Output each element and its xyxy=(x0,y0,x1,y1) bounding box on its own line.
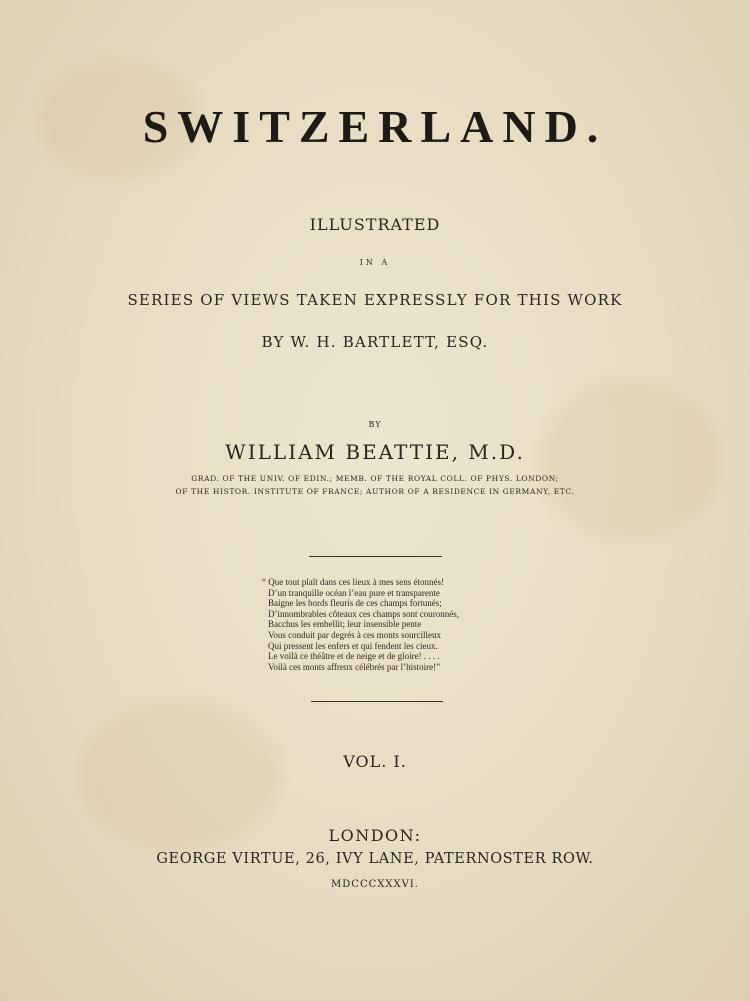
author-credentials-line: GRAD. OF THE UNIV. OF EDIN.; MEMB. OF THE ROYAL COLL. OF PHYS. LONDON; xyxy=(191,474,559,483)
poem-line: Bacchus les embellit; leur insensible pente xyxy=(268,619,422,630)
divider-rule xyxy=(311,701,443,702)
imprint-publisher: GEORGE VIRTUE, 26, IVY LANE, PATERNOSTER ROW. xyxy=(156,851,594,867)
epigraph-poem xyxy=(262,577,502,672)
illustrator-credit: BY W. H. BARTLETT, ESQ. xyxy=(261,333,489,351)
subtitle-illustrated: ILLUSTRATED xyxy=(309,215,441,234)
imprint-city: LONDON: xyxy=(328,826,422,845)
author-credentials-line: OF THE HISTOR. INSTITUTE OF FRANCE; AUTHOR OF A RESIDENCE IN GERMANY, ETC. xyxy=(175,487,575,496)
poem-line: D’un tranquille océan l’eau pure et transparente xyxy=(268,587,440,598)
imprint-date: MDCCCXXXVI. xyxy=(331,879,419,890)
subtitle-in-a: IN A xyxy=(359,258,391,267)
poem-line: “ Que tout plaît dans ces lieux à mes sens étonnés! xyxy=(262,577,444,587)
poem-line: Le voilà ce théâtre et de neige et de gloire! . . . . xyxy=(268,651,440,662)
poem-line: Voilà ces monts affreux célébrés par l’histoire!” xyxy=(268,661,441,672)
divider-rule xyxy=(309,556,442,557)
poem-line: Vous conduit par degrés à ces monts sourcilleux xyxy=(268,629,442,640)
subtitle-series: SERIES OF VIEWS TAKEN EXPRESSLY FOR THIS WORK xyxy=(127,291,623,309)
author-name: WILLIAM BEATTIE, M.D. xyxy=(225,440,525,464)
poem-line: D’innombrables côteaux ces champs sont couronnés, xyxy=(268,608,459,619)
poem-line: Qui pressent les enfers et qui fendent les cieux. xyxy=(268,640,438,651)
book-title: SWITZERLAND. xyxy=(142,101,608,152)
poem-line: Baigne les bords fleuris de ces champs fortunés; xyxy=(268,598,442,609)
volume-number: VOL. I. xyxy=(343,752,407,771)
by-label: BY xyxy=(368,420,382,429)
